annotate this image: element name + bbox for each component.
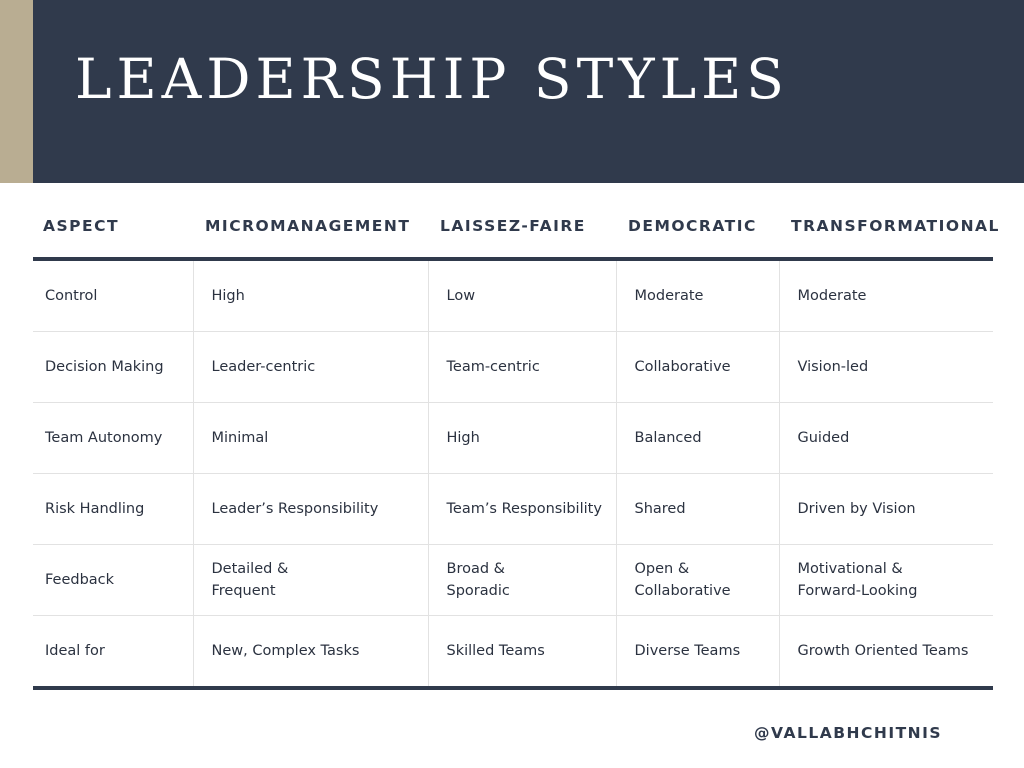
page-title: LEADERSHIP STYLES [75, 47, 789, 111]
cell-text: Moderate [634, 288, 704, 304]
table-cell [428, 332, 616, 403]
table-cell [193, 259, 428, 332]
table-cell [616, 616, 779, 689]
cell-text: Diverse Teams [634, 643, 741, 659]
column-header-micromanagement: MICROMANAGEMENT [193, 194, 428, 259]
cell-text: Moderate [797, 288, 867, 304]
table-cell [428, 545, 616, 616]
cell-text: Feedback [45, 572, 115, 588]
cell-text: Shared [634, 501, 686, 517]
table-row [33, 259, 993, 332]
cell-text: Vision-led [797, 359, 869, 375]
cell-text: Team-centric [446, 359, 540, 375]
cell-text: Control [45, 288, 98, 304]
header-banner [33, 0, 1024, 183]
table-cell [193, 403, 428, 474]
cell-text: Leader’s Responsibility [211, 501, 379, 517]
cell-text: Driven by Vision [797, 501, 916, 517]
table-row [33, 474, 993, 545]
cell-text: Skilled Teams [446, 643, 545, 659]
table-row [33, 403, 993, 474]
table-cell [616, 332, 779, 403]
table-cell [428, 616, 616, 689]
table-cell [779, 616, 993, 689]
table-cell [193, 545, 428, 616]
cell-text: Open & Collaborative [634, 561, 731, 599]
table-row [33, 332, 993, 403]
table-cell [779, 474, 993, 545]
column-header-democratic: DEMOCRATIC [616, 194, 779, 259]
cell-text: Ideal for [45, 643, 105, 659]
row-label-cell [33, 616, 193, 689]
cell-text: New, Complex Tasks [211, 643, 360, 659]
table-cell [428, 474, 616, 545]
row-label-cell [33, 332, 193, 403]
table-row [33, 545, 993, 616]
cell-text: Minimal [211, 430, 269, 446]
cell-text: Risk Handling [45, 501, 145, 517]
column-header-transformational: TRANSFORMATIONAL [779, 194, 993, 259]
table-cell [779, 545, 993, 616]
table-cell [616, 403, 779, 474]
table-cell [779, 332, 993, 403]
cell-text: Collaborative [634, 359, 731, 375]
row-label-cell [33, 403, 193, 474]
table-row [33, 616, 993, 689]
table-cell [779, 403, 993, 474]
table-cell [616, 259, 779, 332]
comparison-table [33, 194, 1000, 690]
cell-text: High [446, 430, 480, 446]
accent-bar [0, 0, 33, 183]
cell-text: Team Autonomy [45, 430, 163, 446]
row-label-cell [33, 545, 193, 616]
row-label-cell [33, 474, 193, 545]
cell-text: Team’s Responsibility [446, 501, 602, 517]
cell-text: Balanced [634, 430, 702, 446]
author-handle: @VALLABHCHITNIS [754, 724, 943, 742]
table-cell [193, 332, 428, 403]
table-cell [193, 474, 428, 545]
table-cell [616, 545, 779, 616]
column-header-laissez-faire: LAISSEZ-FAIRE [428, 194, 616, 259]
cell-text: Broad & Sporadic [446, 561, 510, 599]
cell-text: Guided [797, 430, 850, 446]
row-label-cell [33, 259, 193, 332]
table-cell [428, 259, 616, 332]
cell-text: Decision Making [45, 359, 164, 375]
cell-text: Growth Oriented Teams [797, 643, 969, 659]
table-cell [428, 403, 616, 474]
table-cell [779, 259, 993, 332]
cell-text: Leader-centric [211, 359, 316, 375]
cell-text: Motivational & Forward-Looking [797, 561, 918, 599]
table-cell [616, 474, 779, 545]
column-header-aspect: ASPECT [33, 194, 193, 259]
table-cell [193, 616, 428, 689]
cell-text: High [211, 288, 245, 304]
cell-text: Low [446, 288, 476, 304]
header-row [33, 194, 993, 259]
cell-text: Detailed & Frequent [211, 561, 289, 599]
